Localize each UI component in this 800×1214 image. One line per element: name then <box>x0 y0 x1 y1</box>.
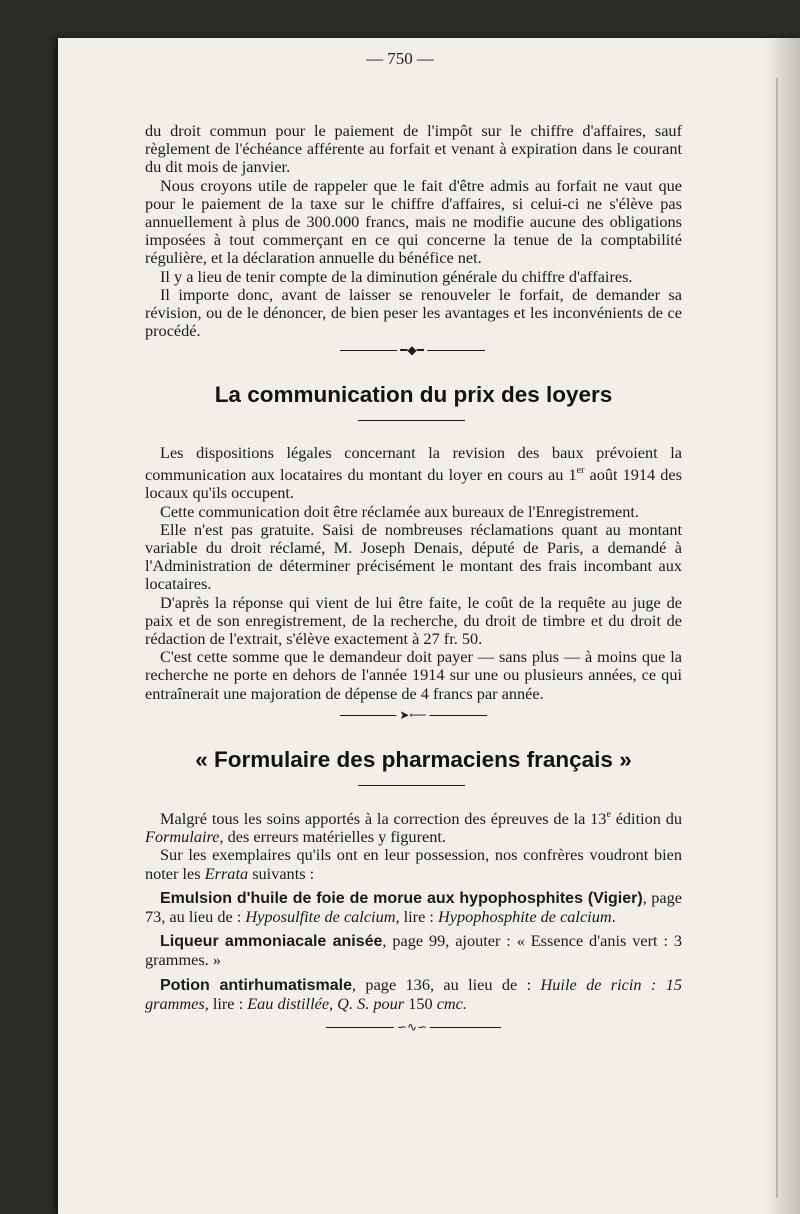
title-underline <box>358 420 465 421</box>
paragraph: Malgré tous les soins apportés à la correction des épreuves de la 13e édition du Formulaire, des erreurs matérielles y figurent. <box>145 809 682 847</box>
section-title: « Formulaire des pharmaciens français » <box>195 747 632 772</box>
ornament-flourish-icon: ━◆━ <box>397 344 427 356</box>
errata-entry: Liqueur ammoniacale anisée, page 99, ajouter : « Essence d'anis vert : 3 grammes. » <box>145 931 682 970</box>
errata-entry: Potion antirhumatismale, page 136, au lieu de : Huile de ricin : 15 grammes, lire : Eau distillée, Q. S. pour 150 cmc. <box>145 974 682 1013</box>
errata-entry: Emulsion d'huile de foie de morue aux hypophosphites (Vigier), page 73, au lieu de : Hyposulfite de calcium, lire : Hypophosphite de calcium. <box>145 887 683 927</box>
paragraph: Il importe donc, avant de laisser se renouveler le forfait, de demander sa révision, ou de le dénoncer, de bien peser les avantages et les inconvénients de ce procédé. <box>145 284 682 341</box>
paragraph: Elle n'est pas gratuite. Saisi de nombreuses réclamations quant au montant variable du droit réclamé, M. Joseph Denais, député de Paris, a demandé à l'Administration de déterminer précisément le montant des frais incombant aux locataires. <box>145 519 682 594</box>
ornament-scroll-icon: ∽∿∽ <box>394 1021 430 1033</box>
binding-edge <box>776 78 778 1198</box>
section-forfait <box>145 122 682 340</box>
paragraph: Les dispositions légales concernant la revision des baux prévoient la communication aux locataires du montant du loyer en cours au 1er août 1914 des locaux qu'ils occupent. <box>145 443 682 503</box>
title-underline <box>358 785 465 786</box>
page-curl-shadow <box>764 38 800 1214</box>
paragraph: Nous croyons utile de rappeler que le fait d'être admis au forfait ne vaut que pour le paiement de la taxe sur le chiffre d'affaires, si celui-ci ne s'élève pas annuellement à plus de 300.000 francs, mais ne modifie aucune des obligations imposées à tout commerçant en ce qui concerne la tenue de la comptabilité régulière, et la déclaration annuelle du bénéfice net. <box>145 175 682 268</box>
ornament-arrow-icon: ➤⟵ <box>396 709 429 721</box>
section-loyers <box>145 444 682 703</box>
paragraph: Cette communication doit être réclamée aux bureaux de l'Enregistrement. <box>160 501 639 521</box>
paragraph: Sur les exemplaires qu'ils ont en leur possession, nos confrères voudront bien noter les Errata suivants : <box>145 845 682 883</box>
section-formulaire <box>145 806 682 1013</box>
paragraph: D'après la réponse qui vient de lui être faite, le coût de la requête au juge de paix et de son enregistrement, de la recherche, du droit de timbre et du droit de rédaction de l'extrait, s'élève exactement à 27 fr. 50. <box>145 592 682 649</box>
paragraph: C'est cette somme que le demandeur doit payer — sans plus — à moins que la recherche ne porte en dehors de l'année 1914 sur une ou plusieurs années, ce qui entraînerait une majoration de dépense de 4 francs par année. <box>145 647 682 703</box>
page-number: — 750 — <box>366 49 434 68</box>
section-title: La communication du prix des loyers <box>214 382 613 407</box>
paragraph: du droit commun pour le paiement de l'impôt sur le chiffre d'affaires, sauf règlement de l'échéance afférente au forfait et venant à expiration dans le courant du dit mois de janvier. <box>145 121 682 177</box>
paragraph: Il y a lieu de tenir compte de la diminution générale du chiffre d'affaires. <box>160 266 633 286</box>
